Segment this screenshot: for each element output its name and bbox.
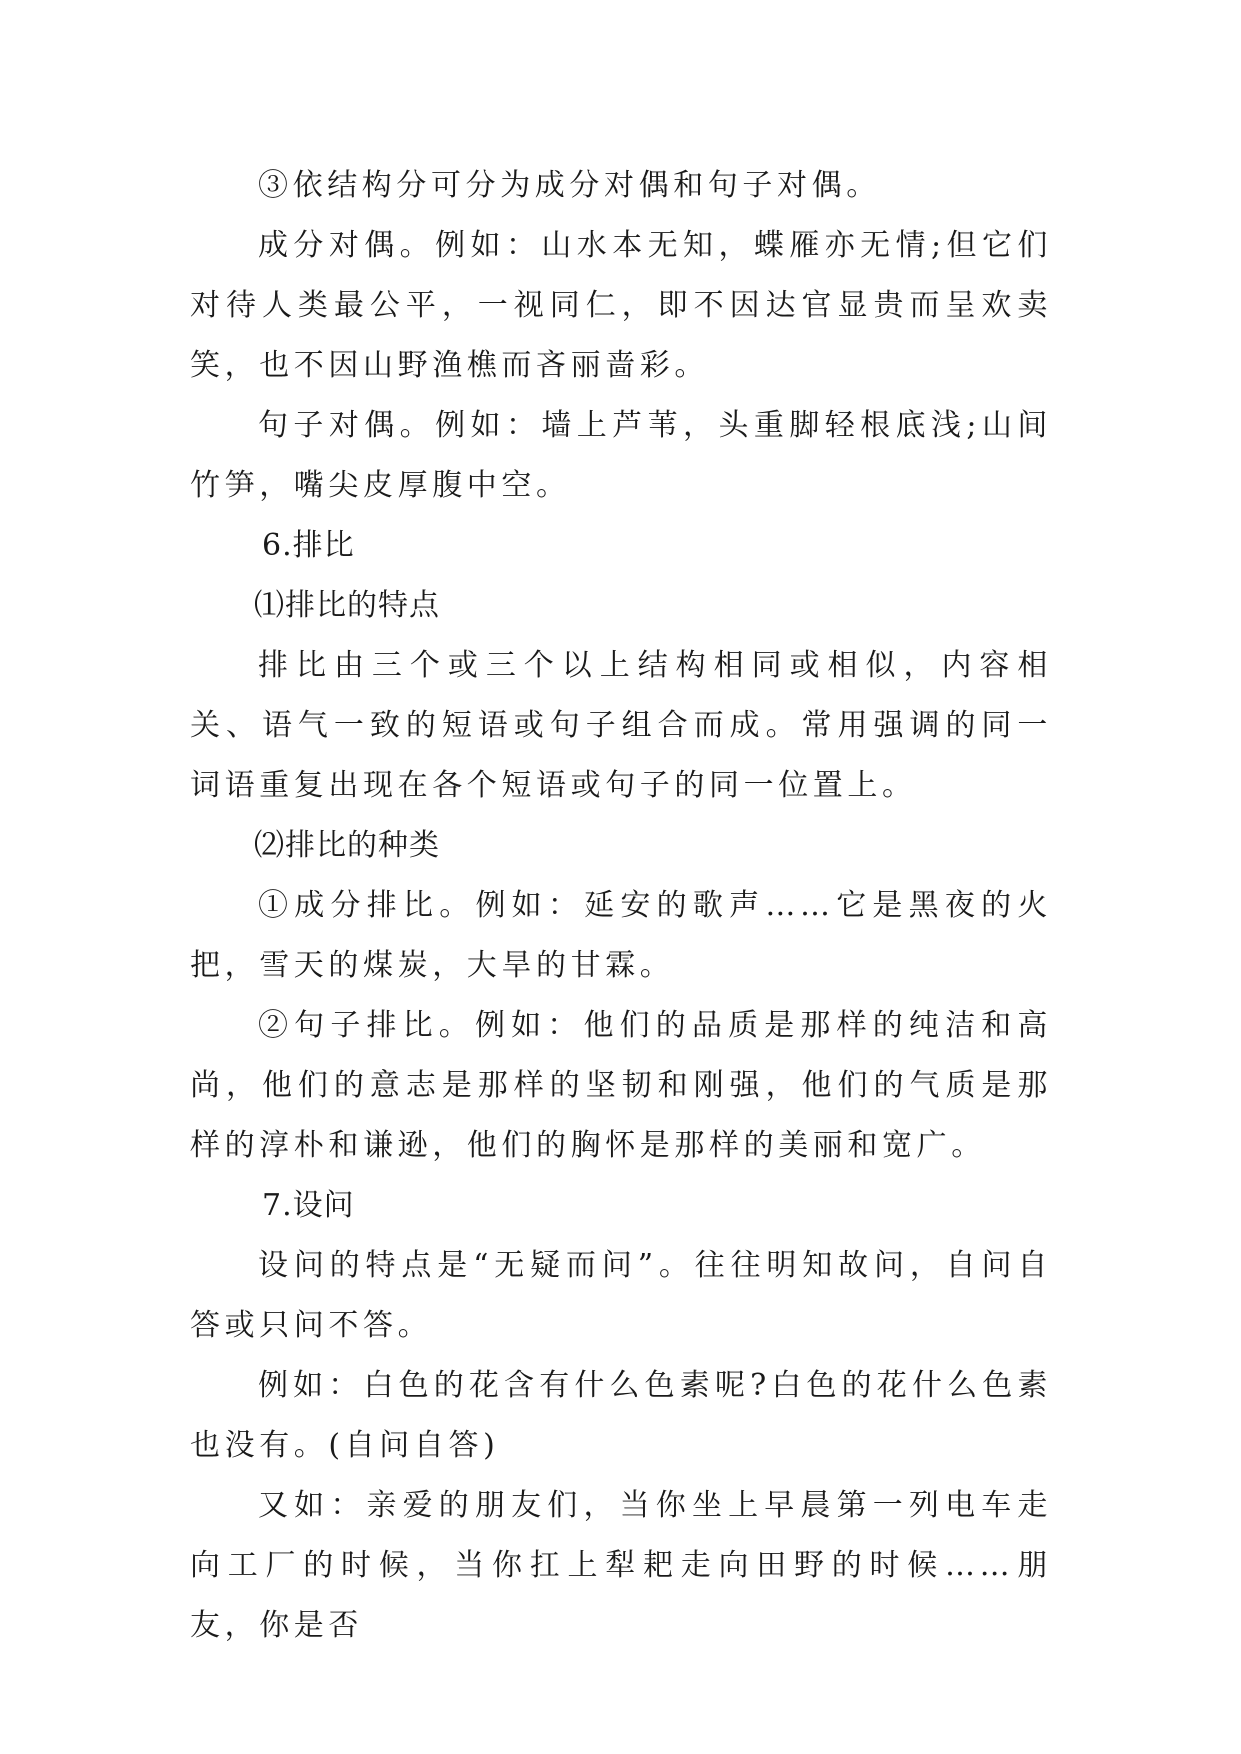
paragraph: 例如：白色的花含有什么色素呢?白色的花什么色素也没有。(自问自答) [190,1368,1052,1463]
subsection-heading: ⑴排比的特点 [254,588,440,623]
paragraph: 成分对偶。例如：山水本无知，蝶雁亦无情;但它们对待人类最公平，一视同仁，即不因达官显贵而呈欢卖笑，也不因山野渔樵而吝丽啬彩。 [190,228,1052,383]
paragraph: 又如：亲爱的朋友们，当你坐上早晨第一列电车走向工厂的时候，当你扛上犁耙走向田野的时候……朋友，你是否 [190,1488,1052,1643]
paragraph: 排比由三个或三个以上结构相同或相似，内容相关、语气一致的短语或句子组合而成。常用强调的同一词语重复出现在各个短语或句子的同一位置上。 [190,648,1052,803]
paragraph: ①成分排比。例如：延安的歌声……它是黑夜的火把，雪天的煤炭，大旱的甘霖。 [190,888,1052,983]
section-heading: 6.排比 [262,528,355,563]
paragraph: ②句子排比。例如：他们的品质是那样的纯洁和高尚，他们的意志是那样的坚韧和刚强，他们的气质是那样的淳朴和谦逊，他们的胸怀是那样的美丽和宽广。 [190,1008,1052,1163]
paragraph: 设问的特点是“无疑而问”。往往明知故问，自问自答或只问不答。 [190,1248,1052,1343]
section-heading: 7.设问 [262,1188,355,1223]
paragraph: ③依结构分可分为成分对偶和句子对偶。 [258,168,881,203]
paragraph: 句子对偶。例如：墙上芦苇，头重脚轻根底浅;山间竹笋，嘴尖皮厚腹中空。 [190,408,1052,503]
document-body [190,156,1052,1656]
subsection-heading: ⑵排比的种类 [254,828,440,863]
